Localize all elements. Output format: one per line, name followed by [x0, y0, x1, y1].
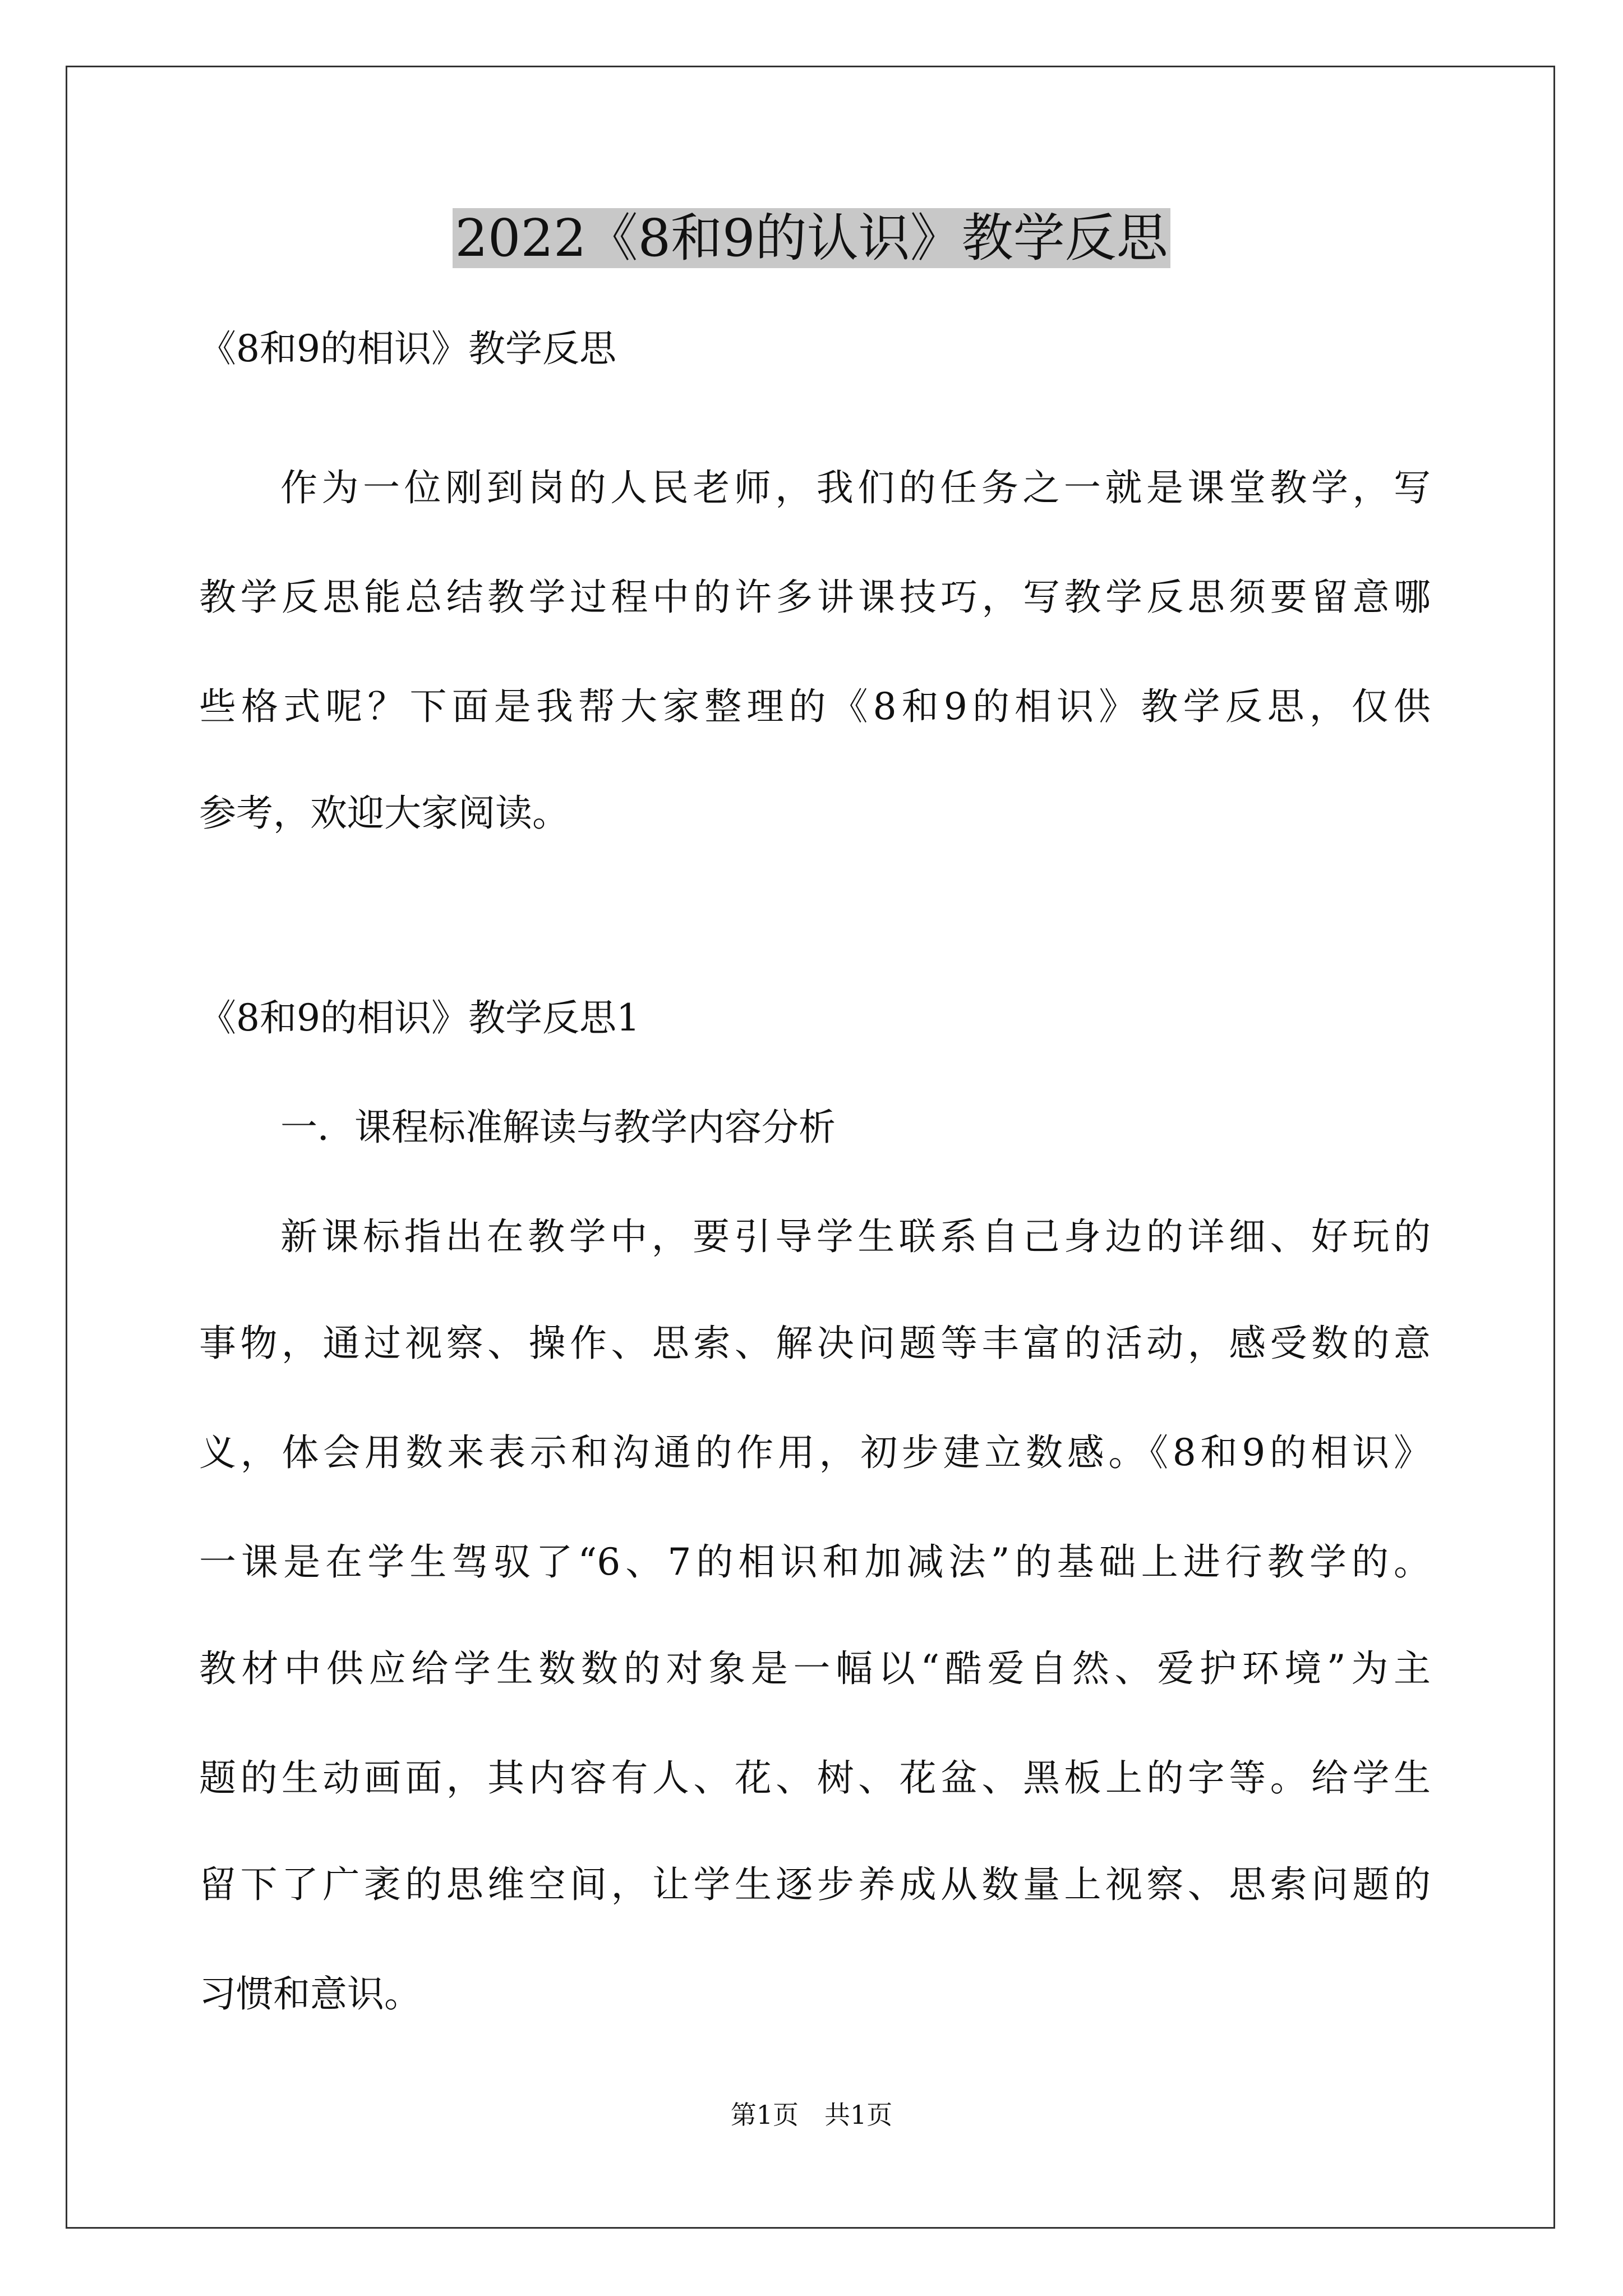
page-footer: 第1页 共1页 — [730, 2100, 893, 2130]
intro-line: 些格式呢？下面是我帮大家整理的《8和9的相识》教学反思，仅供 — [199, 685, 1431, 728]
intro-line: 教学反思能总结教学过程中的许多讲课技巧，写教学反思须要留意哪 — [199, 576, 1431, 619]
body-line: 新课标指出在教学中，要引导学生联系自己身边的详细、好玩的 — [280, 1215, 1431, 1258]
intro-line: 作为一位刚到岗的人民老师，我们的任务之一就是课堂教学，写 — [280, 466, 1431, 509]
body-line: 习惯和意识。 — [199, 1972, 421, 2016]
section-heading: 《8和9的相识》教学反思1 — [199, 996, 640, 1039]
subsection-heading: 一．课程标准解读与教学内容分析 — [280, 1106, 836, 1149]
document-title — [0, 199, 1623, 278]
body-line: 事物，通过视察、操作、思索、解决问题等丰富的活动，感受数的意 — [199, 1322, 1431, 1365]
intro-line: 参考，欢迎大家阅读。 — [199, 792, 569, 835]
document-title-text: 2022《8和9的认识》教学反思 — [453, 208, 1170, 268]
body-line: 一课是在学生驾驭了“6、7的相识和加减法”的基础上进行教学的。 — [199, 1540, 1431, 1584]
body-line: 题的生动画面，其内容有人、花、树、花盆、黑板上的字等。给学生 — [199, 1756, 1431, 1800]
body-line: 教材中供应给学生数数的对象是一幅以“酷爱自然、爱护环境”为主 — [199, 1647, 1431, 1690]
intro-heading: 《8和9的相识》教学反思 — [199, 327, 616, 370]
body-line: 义，体会用数来表示和沟通的作用，初步建立数感。《8和9的相识》 — [199, 1431, 1431, 1474]
body-line: 留下了广袤的思维空间，让学生逐步养成从数量上视察、思索问题的 — [199, 1863, 1431, 1906]
